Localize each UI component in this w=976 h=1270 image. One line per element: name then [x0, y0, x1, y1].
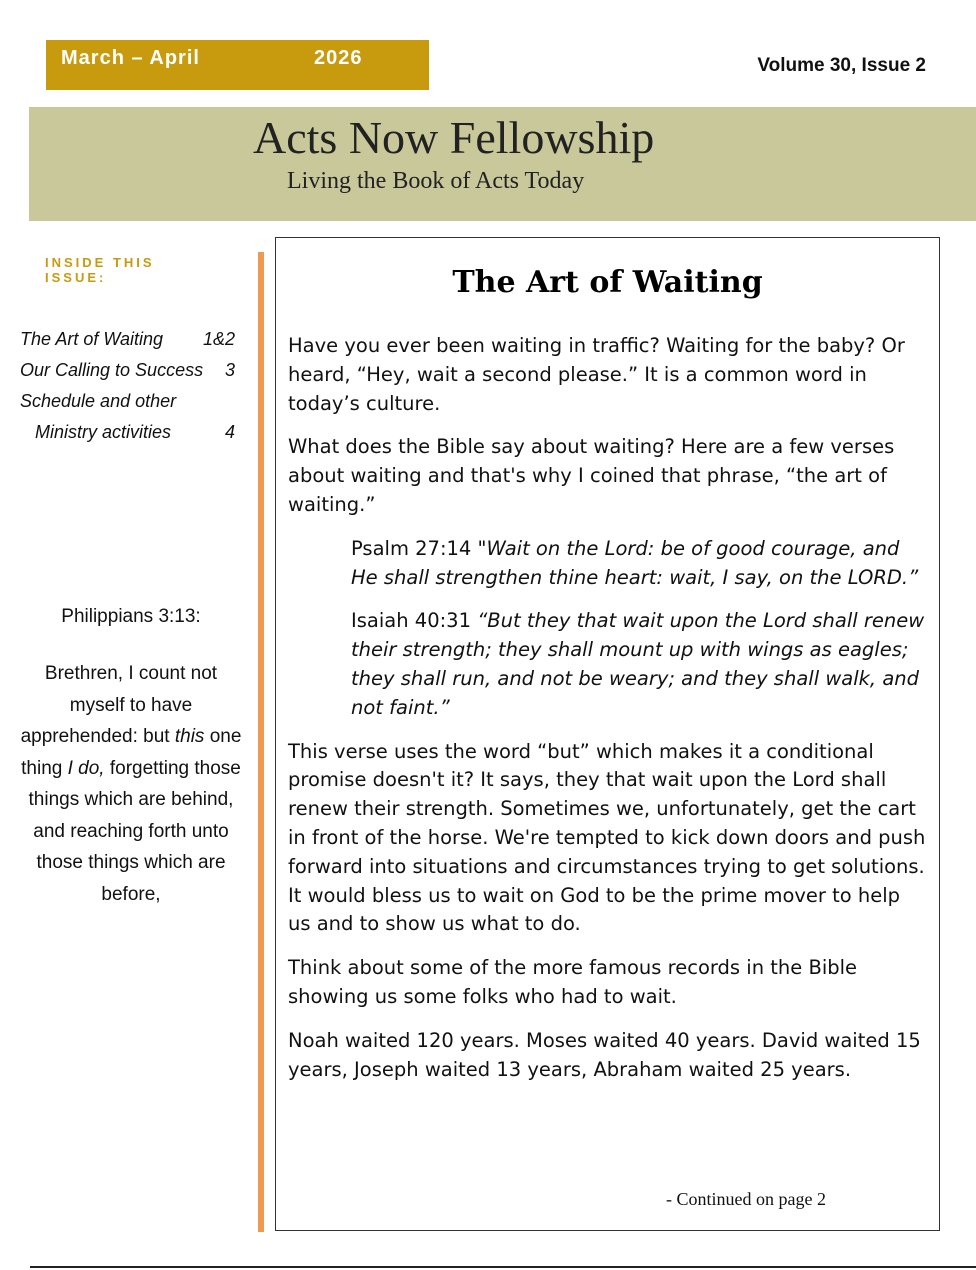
scripture-quote [288, 607, 928, 722]
scripture-text-emphasis: I do, [67, 757, 105, 779]
toc-item[interactable] [20, 386, 240, 417]
bottom-divider [30, 1266, 976, 1268]
toc-item-label: Our Calling to Success [20, 360, 204, 380]
issue-year: 2026 [314, 47, 363, 69]
article-body [288, 332, 928, 1099]
inside-issue-heading: INSIDE THIS ISSUE: [45, 255, 155, 285]
quote-reference: Isaiah 40:31 [351, 609, 478, 633]
article-paragraph: What does the Bible say about waiting? Here are a few verses about waiting and that's why I coined that phrase, “the art of waiting.” [288, 435, 895, 516]
feature-article [275, 237, 940, 1231]
quote-reference: Psalm 27:14 [351, 536, 478, 560]
vertical-divider [258, 252, 264, 1232]
toc-item[interactable] [20, 324, 240, 355]
scripture-text-part: one thing [21, 726, 242, 779]
newsletter-title: Acts Now Fellowship [253, 112, 655, 163]
article-title: The Art of Waiting [452, 265, 763, 300]
date-banner [46, 40, 429, 90]
sidebar-scripture [20, 606, 242, 910]
scripture-quote [288, 535, 928, 593]
scripture-text-part: forgetting those things which are behind, and reaching forth unto those things which are before, [28, 757, 241, 905]
toc-item-page: 4 [224, 422, 235, 442]
table-of-contents [20, 324, 240, 448]
scripture-text [20, 658, 242, 910]
toc-item[interactable] [20, 417, 240, 448]
toc-item-label: Ministry activities [35, 422, 172, 442]
toc-item-page: 1&2 [202, 329, 235, 349]
quote-text: "Wait on the Lord: be of good courage, and He shall strengthen thine heart: wait, I say, on the LORD.” [351, 536, 919, 589]
quote-text: “But they that wait upon the Lord shall renew their strength; they shall mount up with wings as eagles; they shall run, and not be weary; and they shall walk, and not faint.” [351, 609, 925, 719]
newsletter-subtitle: Living the Book of Acts Today [287, 168, 585, 194]
article-paragraph: Have you ever been waiting in traffic? Waiting for the baby? Or heard, “Hey, wait a second please.” It is a common word in today’s culture. [288, 334, 905, 415]
scripture-reference: Philippians 3:13: [61, 606, 201, 627]
toc-item[interactable] [20, 355, 240, 386]
toc-item-label: Schedule and other [20, 391, 177, 411]
article-paragraph: This verse uses the word “but” which makes it a conditional promise doesn't it? It says, they that wait upon the Lord shall renew their strength. Sometimes we, unfortunately, get the cart in front of the horse. We're tempted to kick down doors and push forward into situations and circumstances trying to get solutions. It would bless us to wait on God to be the prime mover to help us and to show us what to do. [288, 739, 926, 936]
issue-date-range: March – April [61, 47, 200, 69]
continued-link[interactable]: - Continued on page 2 [666, 1189, 826, 1209]
volume-issue: Volume 30, Issue 2 [757, 55, 926, 76]
toc-item-page: 3 [224, 360, 235, 380]
toc-item-label: The Art of Waiting [20, 329, 164, 349]
scripture-text-emphasis: this [174, 726, 205, 747]
article-paragraph: Noah waited 120 years. Moses waited 40 years. David waited 15 years, Joseph waited 13 years, Abraham waited 25 years. [288, 1028, 921, 1081]
scripture-text-part: Brethren, I count not myself to have apprehended: but [20, 663, 218, 747]
article-paragraph: Think about some of the more famous records in the Bible showing us some folks who had to wait. [288, 956, 858, 1008]
masthead [29, 107, 976, 221]
